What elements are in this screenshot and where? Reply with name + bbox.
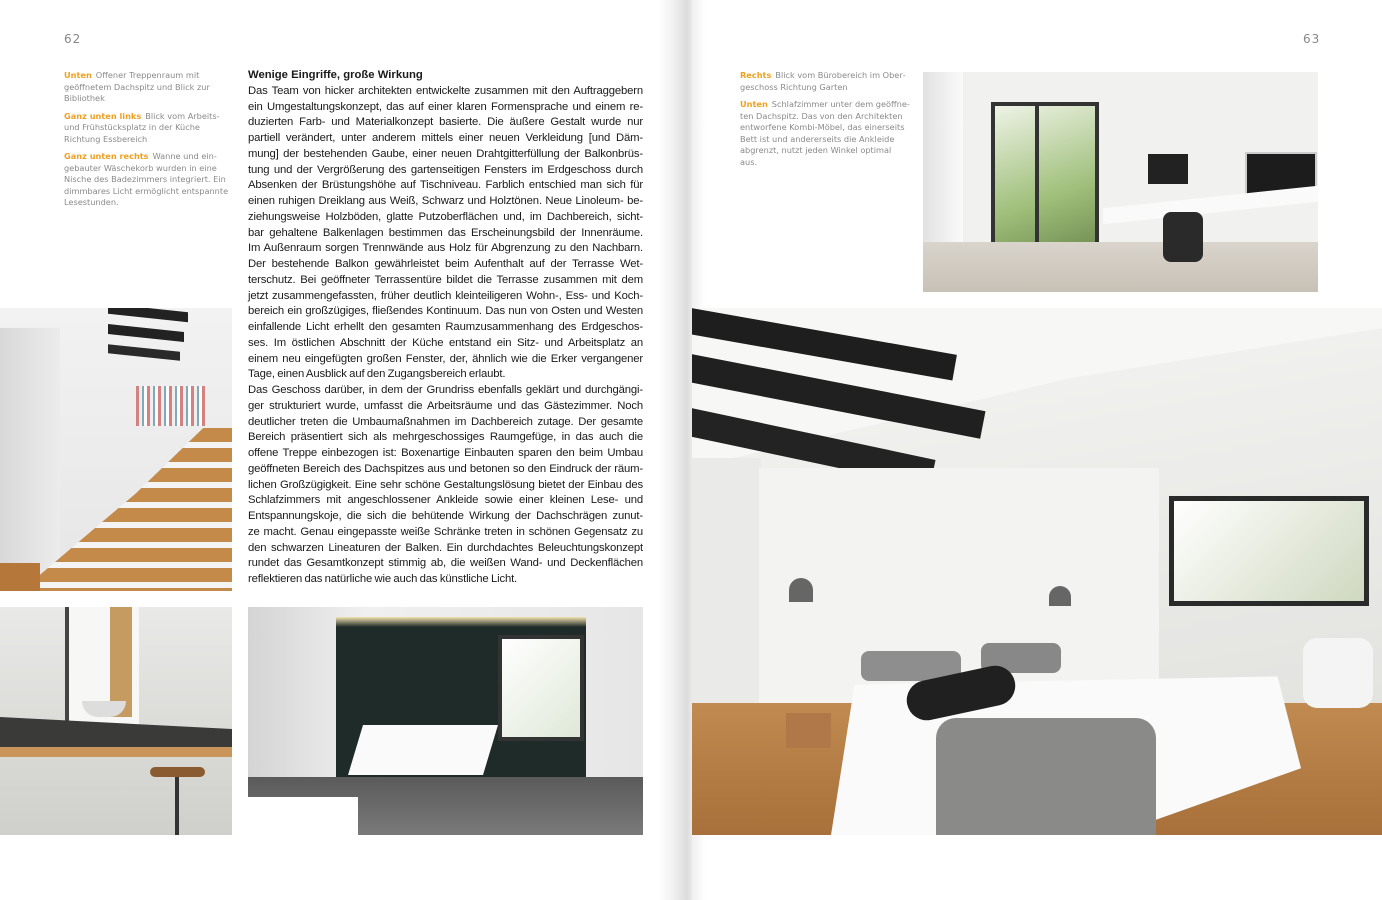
text-line: Der bestehende Balkon gewährleistet beim Aufenthalt auf der Terrasse Wet- xyxy=(248,258,643,271)
staircase-photo xyxy=(0,308,232,591)
text-line: bar gehaltene Balkenlagen bestimmen das Erscheinungsbild der Innenräume. xyxy=(248,226,643,239)
text-line: Tage, einen Ausblick auf den Zugangsbereich erlaubt. xyxy=(248,368,506,381)
bathroom-photo xyxy=(248,607,643,835)
article-body xyxy=(248,68,643,588)
text-line: einen ruhigen Dreiklang aus Weiß, Schwarz und Holztönen. Neue Linoleum- be- xyxy=(248,195,643,208)
caption: Ganz unten links Blick vom Arbeits- und Frühstücksplatz in der Küche Richtung Essbereich xyxy=(64,110,220,144)
text-line: terschutz. Bei geöffneter Terrassentüre bildet die Terrasse zusammen mit dem xyxy=(248,273,643,286)
text-line: geöffneten Bereich des Dachspitzes aus und betonen so den Eindruck der räum- xyxy=(248,462,643,475)
text-line: Das Team von hicker architekten entwickelte zusammen mit den Auftraggebern xyxy=(248,84,643,97)
bedroom-photo xyxy=(691,308,1382,835)
text-line: ziehungsweise Holzböden, glatte Putzoberflächen und, im Dachbereich, sicht- xyxy=(248,210,643,223)
text-line: ze macht. Genau eingepasste weiße Schränke treten in schönen Gegensatz zu xyxy=(248,525,643,538)
page-number-left: 62 xyxy=(64,32,82,46)
right-captions xyxy=(740,70,910,174)
text-line: Absenken der Brüstungshöhe auf Tischniveau. Farblich entschied man sich für xyxy=(248,179,643,192)
caption: Ganz unten rechts Wanne und eingebauter Wäschekorb wurden in eine Nische des Badezimmers integriert. Ein dimmbares Licht ermöglicht entspannte Lesestunden. xyxy=(64,151,229,207)
text-line: Das Geschoss darüber, in dem der Grundriss ebenfalls geklärt und durchgängi- xyxy=(248,384,643,397)
text-line: offene Treppe einbezogen ist: Boxenartige Einbauten sparen den beim Umbau xyxy=(248,447,643,460)
text-line: lichen Großzügigkeit. Eine sehr schöne Gestaltungslösung bietet der Einbau des xyxy=(248,478,643,491)
article-paragraph xyxy=(248,84,643,383)
text-line: einfallende Licht erhellt den gesamten Raumzusammenhang des Erdgeschos- xyxy=(248,321,643,334)
text-line: ses. Im östlichen Abschnitt der Küche entstand ein Sitz- und Arbeitsplatz an xyxy=(248,336,643,349)
text-line: Im Außenraum sorgen Trennwände aus Holz für Abgrenzung zu den Nachbarn. xyxy=(248,242,643,255)
book-gutter xyxy=(658,0,692,900)
text-line: jetzt zusammengefassten, früher deutlich kleinteiligeren Wohn-, Ess- und Koch- xyxy=(248,289,643,302)
text-line: ein Umgestaltungskonzept, das auf einer klaren Formensprache und einem re- xyxy=(248,100,643,113)
article-paragraphs xyxy=(248,84,643,588)
article-heading: Wenige Eingriffe, große Wirkung xyxy=(248,69,423,81)
article-paragraph xyxy=(248,383,643,588)
text-line: reflektieren das natürliche wie auch das künstliche Licht. xyxy=(248,573,518,586)
text-line: deutlicher treten die Umbaumaßnahmen im Dachbereich zutage. Der gesamte xyxy=(248,415,643,428)
text-line: bereich ein großzügiges, fließendes Kontinuum. Das nun von Osten und Westen xyxy=(248,305,643,318)
left-captions xyxy=(64,70,234,215)
text-line: mung] der bestehenden Gaube, einer neuen Drahtgitterfüllung der Balkonbrüs- xyxy=(248,147,643,160)
caption: Unten Schlafzimmer unter dem geöffneten Dachspitz. Das von den Architekten entworfene Kombi-Möbel, das einerseits Bett ist und andererseits die Ankleide abgrenzt, nutzt jeden Winkel optimal aus. xyxy=(740,99,910,167)
text-line: Schlafzimmers mit angeschlossener Ankleide sowie einer kleinen Lese- und xyxy=(248,494,643,507)
text-line: einem neu eingefügten großen Fenster, der, ähnlich wie die Erker vergangener xyxy=(248,352,643,365)
text-line: Entspannungskoje, die sich die behütende Wirkung der Dachschrägen zunut- xyxy=(248,510,643,523)
text-line: rundet das Gesamtkonzept stimmig ab, die weißen Wand- und Deckenflächen xyxy=(248,557,643,570)
page-number-right: 63 xyxy=(1303,32,1321,46)
text-line: ger strukturiert wurde, umfasst die Arbeitsräume und das Gästezimmer. Noch xyxy=(248,399,643,412)
text-line: Bereich präsentiert sich als mehrgeschossiges Raumgefüge, in das auch die xyxy=(248,431,643,444)
text-line: den schwarzen Lineaturen der Balken. Ein durchdachtes Beleuchtungskonzept xyxy=(248,541,643,554)
text-line: partiell verändert, unter anderem mittels einer neuen Verkleidung [und Däm- xyxy=(248,132,643,145)
text-line: duzierten Farb- und Materialkonzept basierte. Die äußere Gestalt wurde nur xyxy=(248,116,643,129)
kitchen-photo xyxy=(0,607,232,835)
office-photo xyxy=(923,72,1318,292)
caption: Rechts Blick vom Bürobereich im Obergeschoss Richtung Garten xyxy=(740,70,906,92)
text-line: tung und der Vergrößerung des gartenseitigen Fensters im Erdgeschoss durch xyxy=(248,163,643,176)
caption: Unten Offener Treppenraum mit geöffnetem Dachspitz und Blick zur Bibliothek xyxy=(64,70,210,103)
right-page xyxy=(691,0,1382,900)
